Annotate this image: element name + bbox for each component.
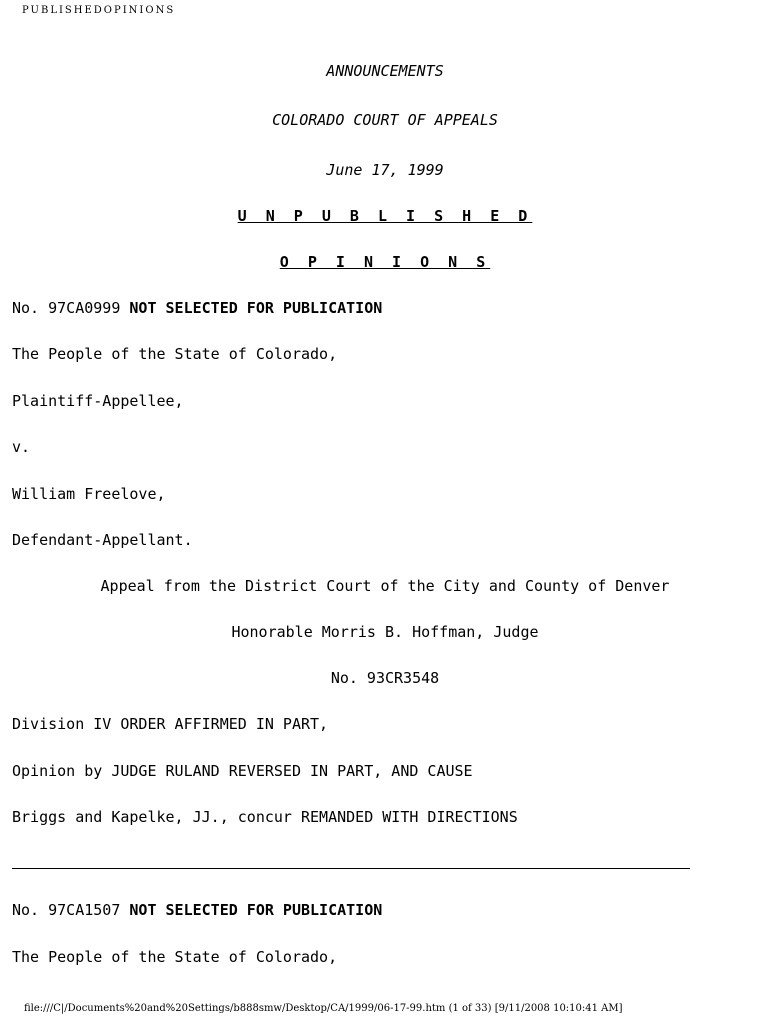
case-number: No. 97CA0999 xyxy=(12,299,130,317)
publication-status: NOT SELECTED FOR PUBLICATION xyxy=(129,299,383,317)
defendant: William Freelove, xyxy=(12,485,166,503)
versus: v. xyxy=(12,438,31,456)
plaintiff: The People of the State of Colorado, xyxy=(12,345,338,363)
court-name: COLORADO COURT OF APPEALS xyxy=(272,111,498,129)
plaintiff: The People of the State of Colorado, xyxy=(12,948,338,966)
case-separator xyxy=(12,868,690,869)
defendant-role: Defendant-Appellant. xyxy=(12,531,193,549)
case-number-line xyxy=(12,900,382,920)
plaintiff-role: Plaintiff-Appellee, xyxy=(12,392,184,410)
appeal-source: Appeal from the District Court of the City and County of Denver xyxy=(100,577,670,595)
announcement-date: June 17, 1999 xyxy=(326,161,444,179)
disposition-line-1: Division IV ORDER AFFIRMED IN PART, xyxy=(12,715,329,733)
announcements-heading: ANNOUNCEMENTS xyxy=(326,62,444,80)
lower-court-number: No. 93CR3548 xyxy=(330,669,440,687)
case-number: No. 97CA1507 xyxy=(12,901,130,919)
disposition-line-3: Briggs and Kapelke, JJ., concur REMANDED WITH DIRECTIONS xyxy=(12,808,518,826)
page-header: PUBLISHEDOPINIONS xyxy=(22,5,176,16)
trial-judge: Honorable Morris B. Hoffman, Judge xyxy=(231,623,539,641)
case-number-line xyxy=(12,298,382,318)
opinions-heading: O P I N I O N S xyxy=(279,253,491,271)
disposition-line-2: Opinion by JUDGE RULAND REVERSED IN PART, AND CAUSE xyxy=(12,762,473,780)
unpublished-heading: U N P U B L I S H E D xyxy=(237,207,533,225)
page-footer: file:///C|/Documents%20and%20Settings/b888smw/Desktop/CA/1999/06-17-99.htm (1 of 33) [9/11/2008 10:10:41 AM] xyxy=(24,1003,623,1014)
publication-status: NOT SELECTED FOR PUBLICATION xyxy=(129,901,383,919)
